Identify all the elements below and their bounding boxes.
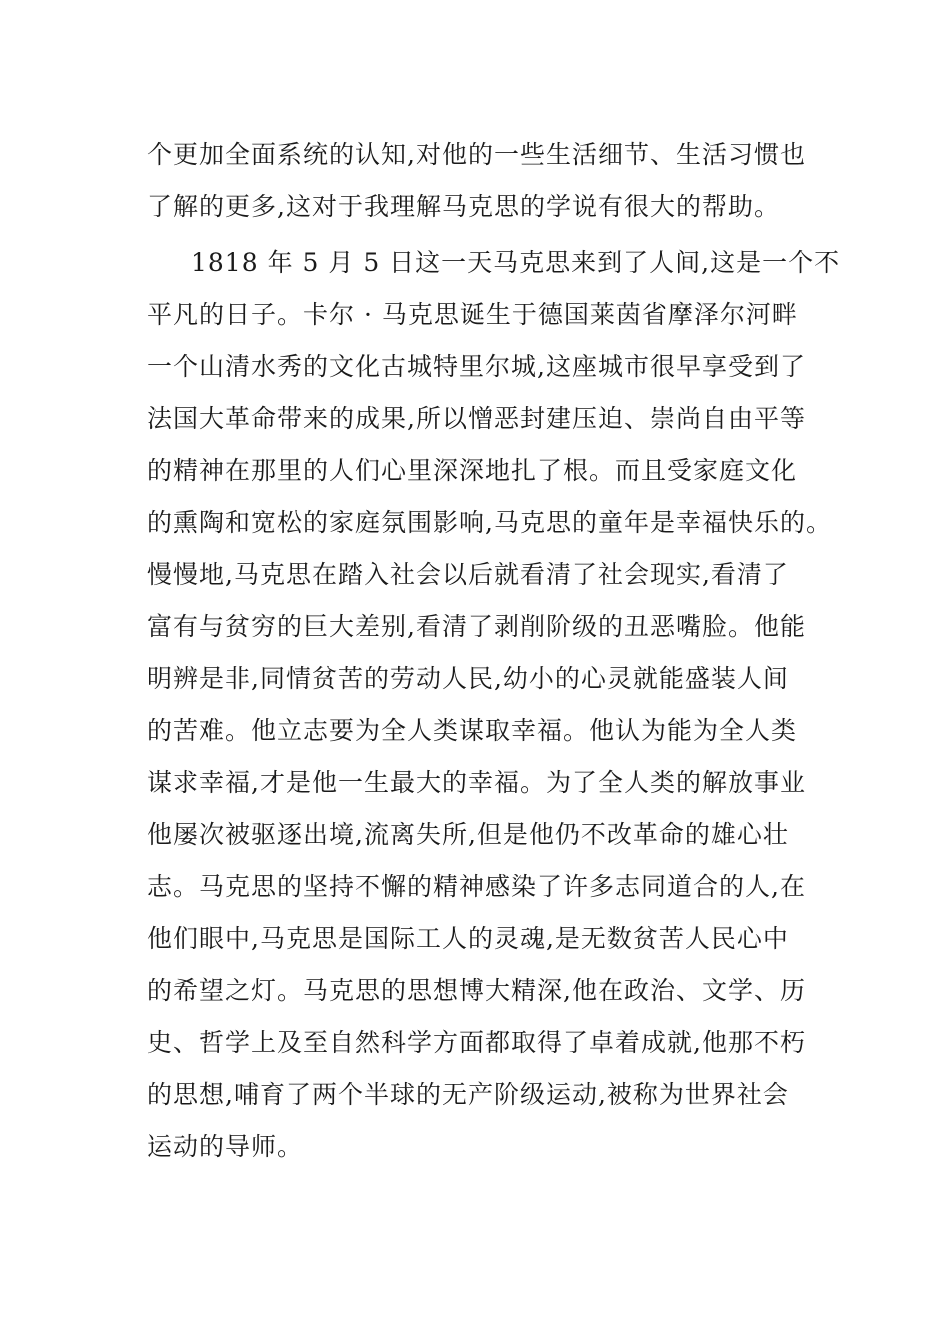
text-line: 运动的导师。	[147, 1132, 304, 1161]
text-line: 法国大革命带来的成果,所以憎恶封建压迫、崇尚自由平等	[147, 404, 806, 433]
text-line: 个更加全面系统的认知,对他的一些生活细节、生活习惯也	[147, 140, 806, 169]
text-line: 的熏陶和宽松的家庭氛围影响,马克思的童年是幸福快乐的。	[147, 508, 832, 537]
text-line: 一个山清水秀的文化古城特里尔城,这座城市很早享受到了	[147, 352, 806, 381]
text-line: 他屡次被驱逐出境,流离失所,但是他仍不改革命的雄心壮	[147, 820, 789, 849]
paragraph-marx-biography	[147, 237, 841, 1173]
text-line: 的精神在那里的人们心里深深地扎了根。而且受家庭文化	[147, 456, 798, 485]
text-line: 谋求幸福,才是他一生最大的幸福。为了全人类的解放事业	[147, 768, 806, 797]
text-line: 明辨是非,同情贫苦的劳动人民,幼小的心灵就能盛装人间	[147, 664, 789, 693]
text-line: 的希望之灯。马克思的思想博大精深,他在政治、文学、历	[147, 976, 806, 1005]
text-line: 史、哲学上及至自然科学方面都取得了卓着成就,他那不朽	[147, 1028, 806, 1057]
paragraph-continuation	[147, 129, 827, 233]
text-line: 他们眼中,马克思是国际工人的灵魂,是无数贫苦人民心中	[147, 924, 789, 953]
text-line: 志。马克思的坚持不懈的精神感染了许多志同道合的人,在	[147, 872, 806, 901]
text-line: 的思想,哺育了两个半球的无产阶级运动,被称为世界社会	[147, 1080, 789, 1109]
text-line: 富有与贫穷的巨大差别,看清了剥削阶级的丑恶嘴脸。他能	[147, 612, 806, 641]
text-line: 慢慢地,马克思在踏入社会以后就看清了社会现实,看清了	[147, 560, 789, 589]
text-line: 的苦难。他立志要为全人类谋取幸福。他认为能为全人类	[147, 716, 798, 745]
text-line: 1818 年 5 月 5 日这一天马克思来到了人间,这是一个不	[191, 248, 841, 277]
text-line: 平凡的日子。卡尔 · 马克思诞生于德国莱茵省摩泽尔河畔	[147, 300, 798, 329]
text-line: 了解的更多,这对于我理解马克思的学说有很大的帮助。	[147, 192, 780, 221]
